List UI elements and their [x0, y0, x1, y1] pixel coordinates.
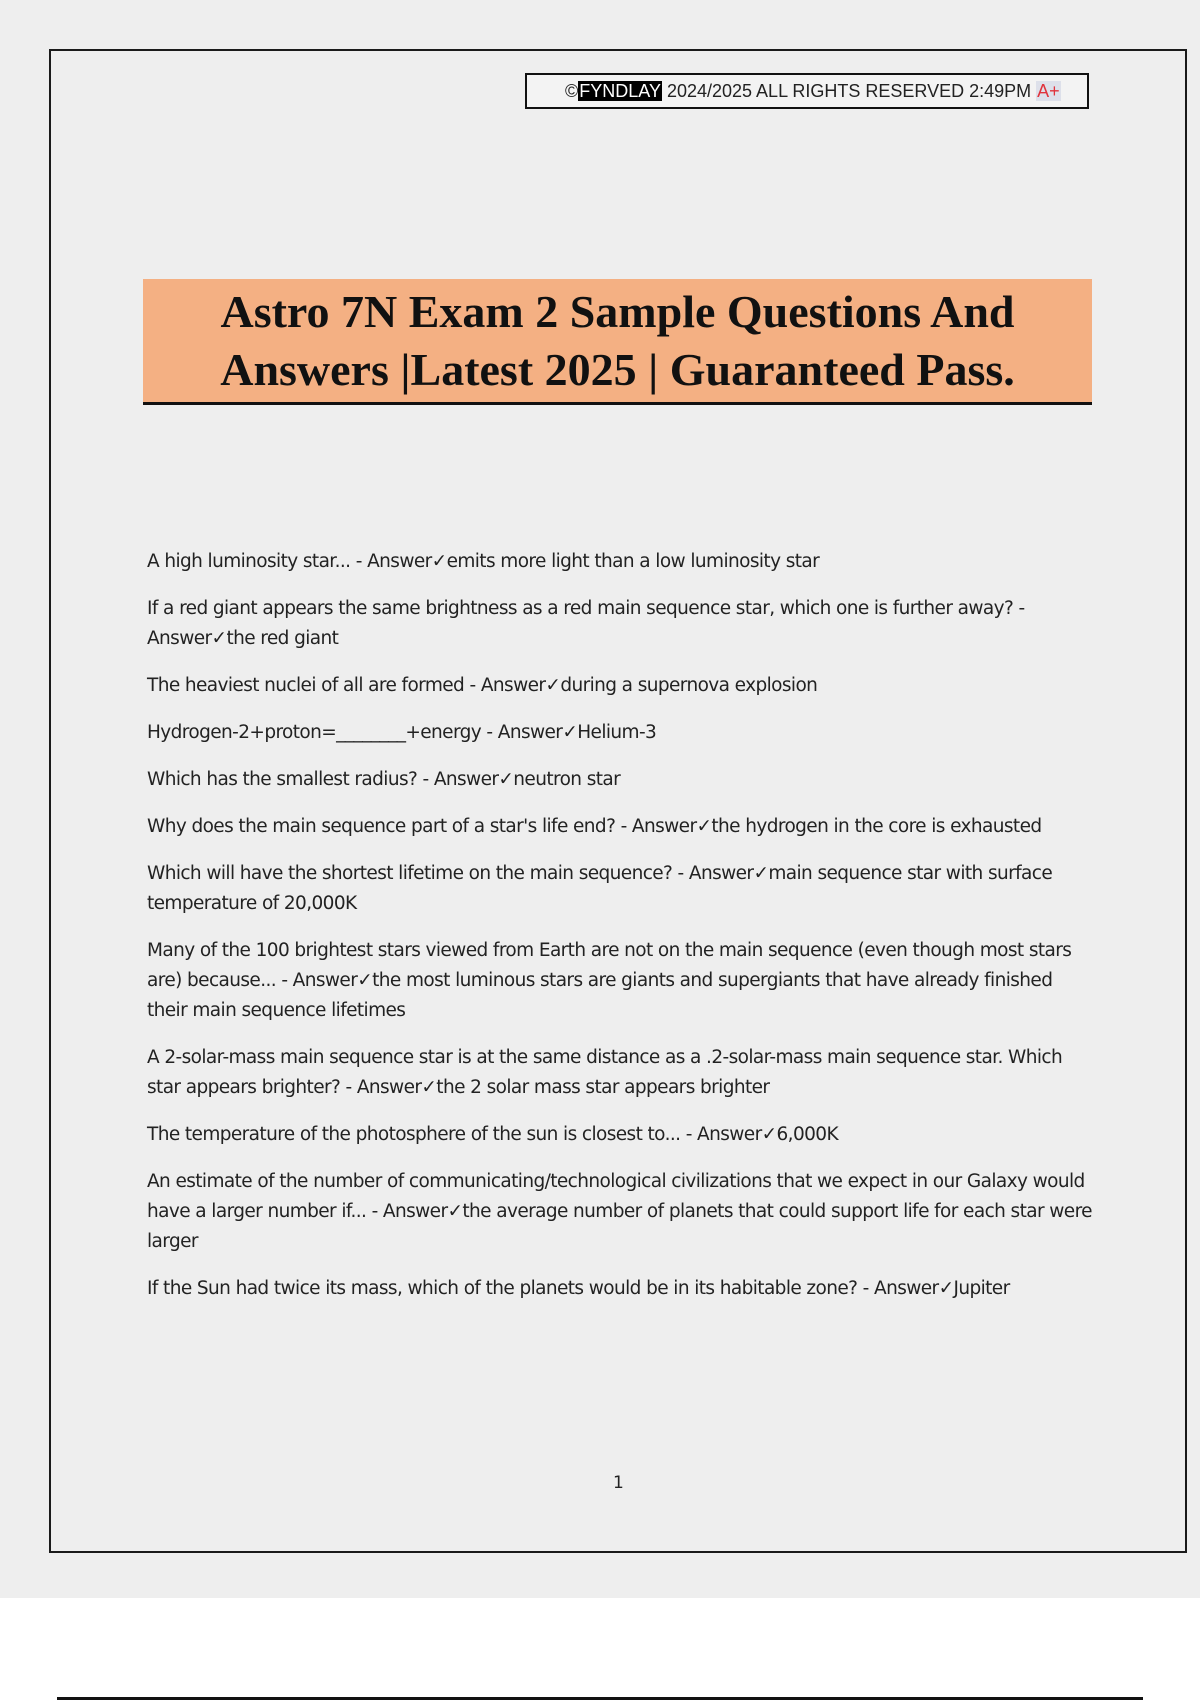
answer-text: the average number of planets that could support life for each star were larger	[147, 1201, 1092, 1252]
check-icon: ✓	[562, 722, 578, 743]
answer-text: the hydrogen in the core is exhausted	[711, 816, 1042, 837]
qa-item	[147, 1167, 1097, 1257]
answer-text: emits more light than a low luminosity star	[446, 551, 820, 572]
question-text: If the Sun had twice its mass, which of the planets would be in its habitable zone?	[147, 1278, 858, 1299]
check-icon: ✓	[753, 863, 769, 884]
answer-text: Helium-3	[577, 722, 657, 743]
answer-marker: - Answer	[340, 1077, 422, 1098]
answer-marker: - Answer	[147, 598, 1025, 649]
question-text: The heaviest nuclei of all are formed	[147, 675, 465, 696]
answer-marker: - Answer	[857, 1278, 939, 1299]
check-icon: ✓	[938, 1278, 954, 1299]
document-page	[49, 49, 1187, 1553]
check-icon: ✓	[211, 628, 227, 649]
qa-item	[147, 765, 1097, 795]
question-text: An estimate of the number of communicating/technological civilizations that we expect in our Galaxy would have a larger number if...	[147, 1171, 1085, 1222]
answer-marker: - Answer	[481, 722, 563, 743]
answer-text: during a supernova explosion	[560, 675, 818, 696]
answer-marker: - Answer	[276, 970, 358, 991]
check-icon: ✓	[421, 1077, 437, 1098]
qa-item	[147, 936, 1097, 1026]
qa-item	[147, 1274, 1097, 1304]
copyright-header	[525, 73, 1089, 109]
answer-text: the most luminous stars are giants and supergiants that have already finished their main sequence lifetimes	[147, 970, 1053, 1021]
check-icon: ✓	[545, 675, 561, 696]
check-icon: ✓	[761, 1124, 777, 1145]
answer-marker: - Answer	[366, 1201, 448, 1222]
rights-text: 2024/2025 ALL RIGHTS RESERVED 2:49PM	[661, 81, 1037, 101]
check-icon: ✓	[357, 970, 373, 991]
answer-text: the 2 solar mass star appears brighter	[436, 1077, 770, 1098]
qa-item	[147, 547, 1097, 577]
check-icon: ✓	[696, 816, 712, 837]
answer-marker: - Answer	[417, 769, 499, 790]
qa-item	[147, 671, 1097, 701]
qa-item	[147, 594, 1097, 654]
document-title	[143, 279, 1092, 405]
copyright-symbol: ©	[565, 81, 579, 101]
answer-marker: - Answer	[464, 675, 546, 696]
qa-item	[147, 859, 1097, 919]
qa-item	[147, 1120, 1097, 1150]
question-text: Which will have the shortest lifetime on the main sequence?	[147, 863, 673, 884]
qa-list	[147, 547, 1097, 1321]
grade-badge: A+	[1037, 81, 1060, 101]
answer-text: Jupiter	[953, 1278, 1010, 1299]
check-icon: ✓	[447, 1201, 463, 1222]
question-text: If a red giant appears the same brightness as a red main sequence star, which one is further away?	[147, 598, 1014, 619]
question-text: Hydrogen-2+proton=________+energy	[147, 722, 482, 743]
answer-text: main sequence star with surface temperature of 20,000K	[147, 863, 1053, 914]
question-text: A high luminosity star...	[147, 551, 351, 572]
answer-marker: - Answer	[615, 816, 697, 837]
answer-text: 6,000K	[776, 1124, 839, 1145]
answer-text: neutron star	[513, 769, 621, 790]
question-text: A 2-solar-mass main sequence star is at the same distance as a .2-solar-mass main sequence star. Which star appears brighter?	[147, 1047, 1063, 1098]
answer-marker: - Answer	[672, 863, 754, 884]
brand-name: FYNDLAY	[579, 81, 661, 101]
question-text: Why does the main sequence part of a star's life end?	[147, 816, 616, 837]
qa-item	[147, 1043, 1097, 1103]
question-text: Many of the 100 brightest stars viewed from Earth are not on the main sequence (even though most stars are) because...	[147, 940, 1072, 991]
qa-item	[147, 718, 1097, 748]
question-text: The temperature of the photosphere of the sun is closest to...	[147, 1124, 681, 1145]
check-icon: ✓	[431, 551, 447, 572]
answer-text: the red giant	[226, 628, 339, 649]
page-number: 1	[613, 1473, 624, 1493]
check-icon: ✓	[498, 769, 514, 790]
answer-marker: - Answer	[680, 1124, 762, 1145]
title-line-2: Answers |Latest 2025 | Guaranteed Pass.	[220, 344, 1015, 395]
answer-marker: - Answer	[350, 551, 432, 572]
title-line-1: Astro 7N Exam 2 Sample Questions And	[220, 286, 1015, 337]
question-text: Which has the smallest radius?	[147, 769, 418, 790]
qa-item	[147, 812, 1097, 842]
